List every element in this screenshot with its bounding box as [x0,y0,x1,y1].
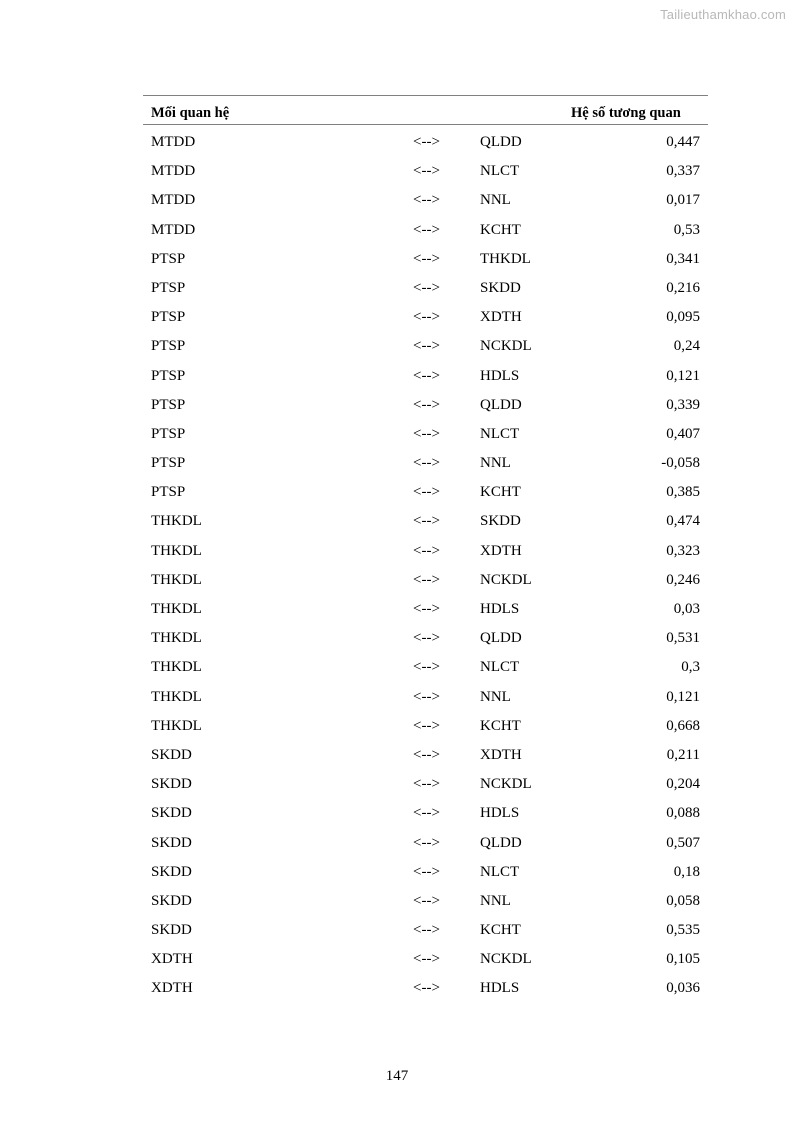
to-construct: NLCT [480,659,520,676]
from-construct: THKDL [151,659,202,676]
correlation-arrow: <--> [413,367,440,384]
correlation-value: 0,211 [666,746,700,763]
correlation-value: -0,058 [661,455,700,472]
table-row [143,475,708,504]
from-construct: PTSP [151,396,186,413]
table-row [143,300,708,329]
correlation-value: 0,036 [666,980,700,997]
from-construct: THKDL [151,630,202,647]
from-construct: SKDD [151,922,192,939]
table-row [143,767,708,796]
table-body [143,125,708,1001]
to-construct: THKDL [480,250,531,267]
from-construct: MTDD [151,163,196,180]
from-construct: XDTH [151,951,193,968]
correlation-arrow: <--> [413,688,440,705]
from-construct: SKDD [151,892,192,909]
correlation-value: 0,105 [666,951,700,968]
correlation-arrow: <--> [413,309,440,326]
table-row [143,534,708,563]
correlation-arrow: <--> [413,338,440,355]
to-construct: HDLS [480,805,520,822]
correlation-arrow: <--> [413,425,440,442]
to-construct: SKDD [480,513,521,530]
from-construct: SKDD [151,834,192,851]
table-row [143,329,708,358]
to-construct: XDTH [480,746,522,763]
from-construct: PTSP [151,338,186,355]
correlation-value: 0,088 [666,805,700,822]
correlation-value: 0,246 [666,571,700,588]
from-construct: SKDD [151,805,192,822]
table-row [143,913,708,942]
correlation-arrow: <--> [413,279,440,296]
from-construct: SKDD [151,863,192,880]
correlation-arrow: <--> [413,192,440,209]
correlation-value: 0,095 [666,309,700,326]
from-construct: PTSP [151,367,186,384]
table-row [143,213,708,242]
table-row [143,563,708,592]
table-row [143,388,708,417]
from-construct: THKDL [151,717,202,734]
from-construct: PTSP [151,250,186,267]
from-construct: SKDD [151,746,192,763]
from-construct: XDTH [151,980,193,997]
correlation-arrow: <--> [413,892,440,909]
to-construct: XDTH [480,542,522,559]
correlation-arrow: <--> [413,776,440,793]
correlation-value: 0,531 [666,630,700,647]
correlation-value: 0,53 [673,221,700,238]
correlation-value: 0,407 [666,425,700,442]
table-row [143,855,708,884]
from-construct: PTSP [151,309,186,326]
from-construct: THKDL [151,571,202,588]
correlation-value: 0,058 [666,892,700,909]
to-construct: SKDD [480,279,521,296]
to-construct: NNL [480,192,511,209]
correlation-arrow: <--> [413,250,440,267]
correlation-arrow: <--> [413,221,440,238]
correlation-value: 0,216 [666,279,700,296]
to-construct: XDTH [480,309,522,326]
correlation-arrow: <--> [413,396,440,413]
header-coefficient: Hệ số tương quan [571,105,681,121]
correlation-arrow: <--> [413,805,440,822]
to-construct: HDLS [480,980,520,997]
correlation-arrow: <--> [413,455,440,472]
table-row [143,417,708,446]
correlation-arrow: <--> [413,134,440,150]
correlation-arrow: <--> [413,746,440,763]
to-construct: NLCT [480,163,520,180]
to-construct: NCKDL [480,776,532,793]
correlation-table [143,95,708,1001]
correlation-arrow: <--> [413,834,440,851]
table-row [143,796,708,825]
table-row [143,154,708,183]
table-row [143,359,708,388]
to-construct: KCHT [480,221,521,238]
table-row [143,125,708,154]
to-construct: KCHT [480,484,521,501]
correlation-arrow: <--> [413,630,440,647]
table-row [143,446,708,475]
to-construct: NLCT [480,425,520,442]
to-construct: HDLS [480,601,520,617]
table-row [143,738,708,767]
correlation-value: 0,204 [666,776,700,793]
header-relation: Mối quan hệ [151,105,230,121]
watermark-text: Tailieuthamkhao.com [660,7,786,22]
correlation-value: 0,323 [666,542,700,559]
correlation-value: 0,18 [673,863,700,880]
from-construct: THKDL [151,513,202,530]
correlation-arrow: <--> [413,484,440,501]
from-construct: THKDL [151,542,202,559]
correlation-arrow: <--> [413,922,440,939]
correlation-arrow: <--> [413,659,440,676]
from-construct: PTSP [151,425,186,442]
to-construct: NCKDL [480,571,532,588]
to-construct: NNL [480,688,511,705]
from-construct: PTSP [151,484,186,501]
to-construct: HDLS [480,367,520,384]
correlation-value: 0,474 [666,513,700,530]
correlation-value: 0,03 [673,601,700,617]
correlation-arrow: <--> [413,513,440,530]
to-construct: QLDD [480,396,522,413]
from-construct: PTSP [151,455,186,472]
to-construct: QLDD [480,834,522,851]
to-construct: KCHT [480,717,521,734]
correlation-arrow: <--> [413,542,440,559]
to-construct: QLDD [480,134,522,150]
correlation-value: 0,535 [666,922,700,939]
correlation-arrow: <--> [413,717,440,734]
correlation-arrow: <--> [413,980,440,997]
table-row [143,621,708,650]
correlation-arrow: <--> [413,601,440,617]
table-row [143,971,708,1000]
correlation-arrow: <--> [413,571,440,588]
correlation-arrow: <--> [413,863,440,880]
to-construct: NNL [480,892,511,909]
correlation-value: 0,3 [681,659,700,676]
table-row [143,826,708,855]
to-construct: NCKDL [480,951,532,968]
correlation-value: 0,447 [666,134,700,150]
from-construct: THKDL [151,688,202,705]
table-row [143,709,708,738]
correlation-value: 0,507 [666,834,700,851]
from-construct: MTDD [151,134,196,150]
correlation-value: 0,668 [666,717,700,734]
correlation-value: 0,017 [666,192,700,209]
to-construct: NLCT [480,863,520,880]
to-construct: QLDD [480,630,522,647]
page-number: 147 [385,1068,409,1084]
table-row [143,942,708,971]
from-construct: THKDL [151,601,202,617]
correlation-value: 0,341 [666,250,700,267]
table-row [143,884,708,913]
to-construct: NNL [480,455,511,472]
correlation-value: 0,339 [666,396,700,413]
table-row [143,183,708,212]
table-row [143,650,708,679]
table-row [143,680,708,709]
correlation-value: 0,385 [666,484,700,501]
from-construct: MTDD [151,192,196,209]
table-row [143,592,708,621]
from-construct: MTDD [151,221,196,238]
correlation-arrow: <--> [413,951,440,968]
correlation-value: 0,337 [666,163,700,180]
from-construct: PTSP [151,279,186,296]
table-row [143,504,708,533]
table-row [143,271,708,300]
to-construct: KCHT [480,922,521,939]
table-row [143,242,708,271]
to-construct: NCKDL [480,338,532,355]
correlation-value: 0,121 [666,688,700,705]
correlation-arrow: <--> [413,163,440,180]
correlation-value: 0,24 [673,338,700,355]
table-header [143,95,708,125]
from-construct: SKDD [151,776,192,793]
correlation-value: 0,121 [666,367,700,384]
